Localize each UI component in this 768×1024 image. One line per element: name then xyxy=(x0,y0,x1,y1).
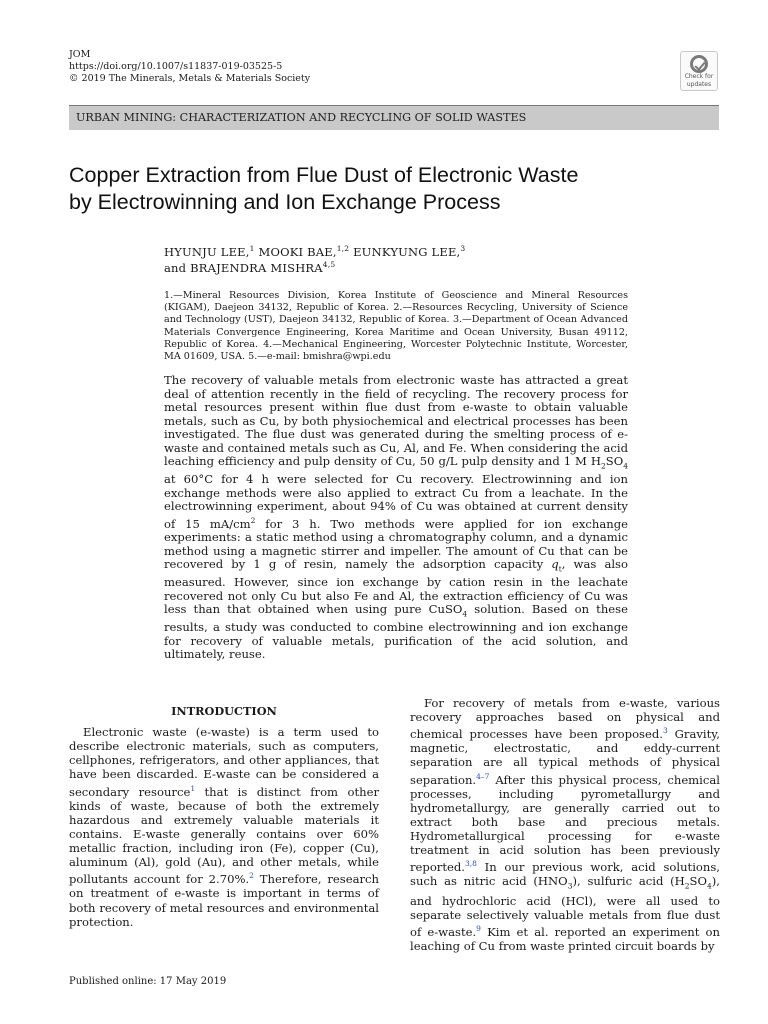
author-name: HYUNJU LEE, xyxy=(164,244,250,259)
abstract-text: The recovery of valuable metals from electronic waste has attracted a great deal of attention recently in the field of recycling. The recovery process for metal resources present within flue dust from e-waste to obtain valuable metals, such as Cu, by both physiochemical and electrical processes has been investigated. The flue dust was generated during the smelting process of e-waste and contained metals such as Cu, Al, and Fe. When considering the acid leaching efficiency and pulp density of Cu, 50 g/L pulp density and 1 M H xyxy=(164,373,628,469)
doi-link[interactable]: https://doi.org/10.1007/s11837-019-03525-5 xyxy=(69,61,283,72)
author-affil-ref: 1,2 xyxy=(336,244,350,253)
subscript: 3 xyxy=(567,881,573,891)
subscript: 2 xyxy=(600,461,606,471)
body-text: For recovery of metals from e-waste, various recovery approaches based on physical and chemical processes have been proposed. xyxy=(410,696,720,742)
journal-name: JOM xyxy=(69,49,91,60)
subscript: 4 xyxy=(707,881,712,891)
subscript: 4 xyxy=(462,609,468,619)
article-title xyxy=(69,162,719,216)
body-text: Gravity, magnetic, electrostatic, and eddy-current separation are all typical methods of physical separation. xyxy=(410,727,720,787)
body-text: In our previous work, acid solutions, such as nitric acid (HNO xyxy=(410,860,720,889)
subscript: t xyxy=(558,564,562,574)
abstract-text: for 3 h. Two methods were applied for ion exchange experiments: a static method using a chromatography column, and a dynamic method using a magnetic stirrer and impeller. The amount of Cu that can be recovered by 1 g of resin, namely the adsorption capacity xyxy=(164,516,628,572)
body-column-right xyxy=(410,696,720,953)
citation-link[interactable]: 3 xyxy=(662,726,668,736)
paragraph xyxy=(69,725,379,929)
abstract xyxy=(164,374,628,662)
title-line-1: Copper Extraction from Flue Dust of Electronic Waste xyxy=(69,163,579,187)
paragraph xyxy=(410,696,720,953)
body-text: Therefore, research on treatment of e-waste is important in terms of both recovery of metal resources and environmental protection. xyxy=(69,872,379,929)
author-affil-ref: 3 xyxy=(460,244,466,253)
title-line-2: by Electrowinning and Ion Exchange Process xyxy=(69,190,501,214)
body-text: SO xyxy=(689,874,707,889)
abstract-text: SO xyxy=(605,454,624,469)
superscript: 2 xyxy=(250,515,256,525)
abstract-text: at 60°C for 4 h were selected for Cu recovery. Electrowinning and ion exchange methods were also applied to extract Cu from a leachate. In the electrowinning experiment, about 94% of Cu was obtained at current density of 15 mA/cm xyxy=(164,472,628,531)
body-text: ), sulfuric acid (H xyxy=(572,874,685,889)
abstract-text: solution. Based on these results, a study was conducted to combine electrowinning and ion exchange for recovery of valuable metals, purification of the acid solution, and ultimately, reuse. xyxy=(164,602,628,662)
variable-q: q xyxy=(551,557,559,572)
affiliations: 1.—Mineral Resources Division, Korea Institute of Geoscience and Mineral Resources (KIGAM), Daejeon 34132, Republic of Korea. 2.—Resources Recycling, University of Science and Technology (UST), Daejeon 34132, Republic of Korea. 3.—Department of Ocean Advanced Materials Convergence Engineering, Korea Maritime and Ocean University, Busan 49112, Republic of Korea. 4.—Mechanical Engineering, Worcester Polytechnic Institute, Worcester, MA 01609, USA. 5.—e-mail: bmishra@wpi.edu xyxy=(164,290,628,363)
check-updates-icon xyxy=(690,55,708,73)
author-name: MOOKI BAE, xyxy=(254,244,337,259)
published-online-date: Published online: 17 May 2019 xyxy=(69,976,227,987)
subscript: 4 xyxy=(623,461,628,471)
citation-link[interactable]: 3,8 xyxy=(464,859,477,869)
body-text: After this physical process, chemical processes, including pyrometallurgy and hydrometallurgy, are generally carried out to extract both base and precious metals. Hydrometallurgical processing for e-waste treatment in acid solution has been previously reported. xyxy=(410,772,720,875)
section-heading-introduction: INTRODUCTION xyxy=(171,704,277,718)
author-affil-ref: 1 xyxy=(249,244,255,253)
citation-link[interactable]: 9 xyxy=(476,924,481,934)
body-text: that is distinct from other kinds of waste, because of both the extremely hazardous and extremely valuable materials it contains. E-waste generally contains over 60% metallic fraction, including iron (Fe), copper (Cu), aluminum (Al), gold (Au), and other metals, while pollutants account for 2.70%. xyxy=(69,784,379,887)
topic-banner: URBAN MINING: CHARACTERIZATION AND RECYCLING OF SOLID WASTES xyxy=(69,105,719,130)
body-text: Electronic waste (e-waste) is a term used to describe electronic materials, such as computers, cellphones, refrigerators, and other appliances, that have been discarded. E-waste can be considered a secondary resource xyxy=(69,725,379,799)
subscript: 2 xyxy=(684,881,690,891)
badge-label-line1: Check for xyxy=(684,73,714,80)
citation-link[interactable]: 2 xyxy=(249,871,254,881)
body-text: Kim et al. reported an experiment on leaching of Cu from waste printed circuit boards by xyxy=(410,925,721,954)
author-line-2 xyxy=(164,257,335,276)
citation-link[interactable]: 4–7 xyxy=(476,771,490,781)
author-affil-ref: 4,5 xyxy=(322,260,336,269)
citation-link[interactable]: 1 xyxy=(190,783,196,793)
badge-label-line2: updates xyxy=(686,80,712,88)
body-column-left xyxy=(69,725,379,929)
abstract-text: , was also measured. However, since ion exchange by cation resin in the leachate recovered not only Cu but also Fe and Al, the extraction efficiency of Cu was less than that obtained when using pure CuSO xyxy=(164,557,628,617)
check-for-updates-badge[interactable] xyxy=(680,51,718,91)
body-text: ), and hydrochloric acid (HCl), were all used to separate selectively valuable metals from flue dust of e-waste. xyxy=(410,874,720,940)
copyright-notice: © 2019 The Minerals, Metals & Materials Society xyxy=(69,73,311,84)
author-name: and BRAJENDRA MISHRA xyxy=(164,260,323,275)
author-name: EUNKYUNG LEE, xyxy=(349,244,461,259)
